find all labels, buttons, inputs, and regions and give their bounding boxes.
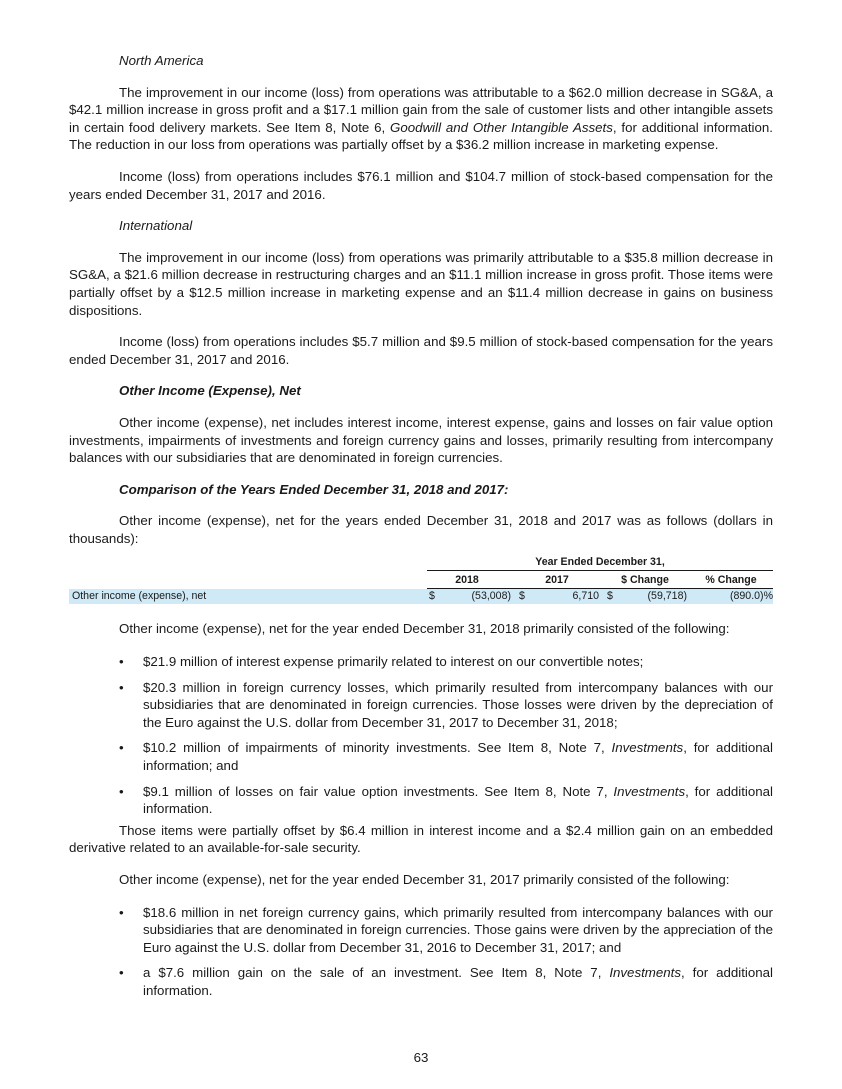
currency-symbol: $ bbox=[607, 590, 613, 603]
section-heading-comparison: Comparison of the Years Ended December 31, 2018 and 2017: bbox=[119, 481, 509, 497]
paragraph-2018-offset: Those items were partially offset by $6.4 million in interest income and a $2.4 million gain on an embedded derivative related to an available-for-sale security. bbox=[69, 822, 773, 856]
list-item: • $21.9 million of interest expense primarily related to interest on our convertible notes; bbox=[119, 654, 644, 670]
column-header-percent-change: % Change bbox=[705, 574, 757, 587]
bullet-marker: • bbox=[119, 783, 124, 799]
column-header-dollar-change: $ Change bbox=[621, 574, 669, 587]
section-heading-international: International bbox=[119, 218, 193, 234]
column-header-2018: 2018 bbox=[455, 574, 479, 587]
row-label: Other income (expense), net bbox=[72, 590, 207, 603]
section-heading-north-america: North America bbox=[119, 53, 204, 68]
currency-symbol: $ bbox=[429, 590, 435, 603]
table-group-header: Year Ended December 31, bbox=[535, 556, 665, 569]
paragraph-intl-stock-comp: Income (loss) from operations includes $5.7 million and $9.5 million of stock-based compensation for the years ended December 31, 2017 and 2016. bbox=[69, 334, 773, 367]
value-2017: 6,710 bbox=[572, 590, 599, 603]
bullet-marker: • bbox=[119, 904, 124, 920]
table-header-rule bbox=[427, 570, 773, 571]
bullet-marker: • bbox=[119, 679, 124, 695]
bullet-marker: • bbox=[119, 965, 124, 981]
paragraph-2017-intro: Other income (expense), net for the year ended December 31, 2017 primarily consisted of the following: bbox=[119, 872, 730, 887]
paragraph-other-income-definition: Other income (expense), net includes interest income, interest expense, gains and losses on fair value option investments, impairments of investments and foreign currency gains and losses, primarily resulting from intercompany balances with our subsidiaries that are denominated in foreign currencies. bbox=[69, 414, 773, 466]
document-body bbox=[69, 52, 773, 1000]
list-item: • $9.1 million of losses on fair value option investments. See Item 8, Note 7, Investments, for additional information. bbox=[119, 783, 773, 817]
column-header-2017: 2017 bbox=[545, 574, 569, 587]
value-2018: (53,008) bbox=[471, 590, 511, 603]
table-row bbox=[69, 589, 773, 604]
list-item: • $10.2 million of impairments of minority investments. See Item 8, Note 7, Investments, for additional information; and bbox=[119, 740, 773, 774]
value-percent-change: (890.0)% bbox=[730, 590, 773, 603]
other-income-table bbox=[69, 556, 773, 606]
paragraph-intl-operations: The improvement in our income (loss) from operations was primarily attributable to a $35.8 million decrease in SG&A, a $21.6 million decrease in restructuring charges and an $11.1 million increase in gross profit. Those items were partially offset by a $12.5 million increase in marketing expense and an $11.4 million decrease in gains on business dispositions. bbox=[69, 249, 773, 318]
paragraph-comparison-intro: Other income (expense), net for the years ended December 31, 2018 and 2017 was as follows (dollars in thousands): bbox=[69, 513, 773, 546]
currency-symbol: $ bbox=[519, 590, 525, 603]
list-item: • $20.3 million in foreign currency losses, which primarily resulted from intercompany balances with our subsidiaries that are denominated in foreign currencies. Those losses were driven by the depreciation of the Euro against the U.S. dollar from December 31, 2017 to December 31, 2018; bbox=[119, 679, 773, 730]
paragraph-2018-intro: Other income (expense), net for the year ended December 31, 2018 primarily consisted of the following: bbox=[119, 621, 730, 637]
bullet-marker: • bbox=[119, 654, 124, 670]
list-item: • $18.6 million in net foreign currency gains, which primarily resulted from intercompany balances with our subsidiaries that are denominated in foreign currencies. Those gains were driven by the appreciation of the Euro against the U.S. dollar from December 31, 2016 to December 31, 2017; and bbox=[119, 904, 773, 955]
paragraph-na-stock-comp: Income (loss) from operations includes $76.1 million and $104.7 million of stock-based compensation for the years ended December 31, 2017 and 2016. bbox=[69, 168, 773, 202]
list-item: • a $7.6 million gain on the sale of an investment. See Item 8, Note 7, Investments, for additional information. bbox=[119, 965, 773, 998]
value-dollar-change: (59,718) bbox=[647, 590, 687, 603]
paragraph-na-operations: The improvement in our income (loss) from operations was attributable to a $62.0 million decrease in SG&A, a $42.1 million increase in gross profit and a $17.1 million gain from the sale of customer lists and other intangible assets in certain food delivery markets. See Item 8, Note 6, Goodwill and Other Intangible Assets, for additional information. The reduction in our loss from operations was partially offset by a $36.2 million increase in marketing expense. bbox=[69, 84, 773, 153]
section-heading-other-income: Other Income (Expense), Net bbox=[119, 383, 301, 399]
page-number: 63 bbox=[413, 1050, 429, 1065]
bullet-marker: • bbox=[119, 740, 124, 756]
